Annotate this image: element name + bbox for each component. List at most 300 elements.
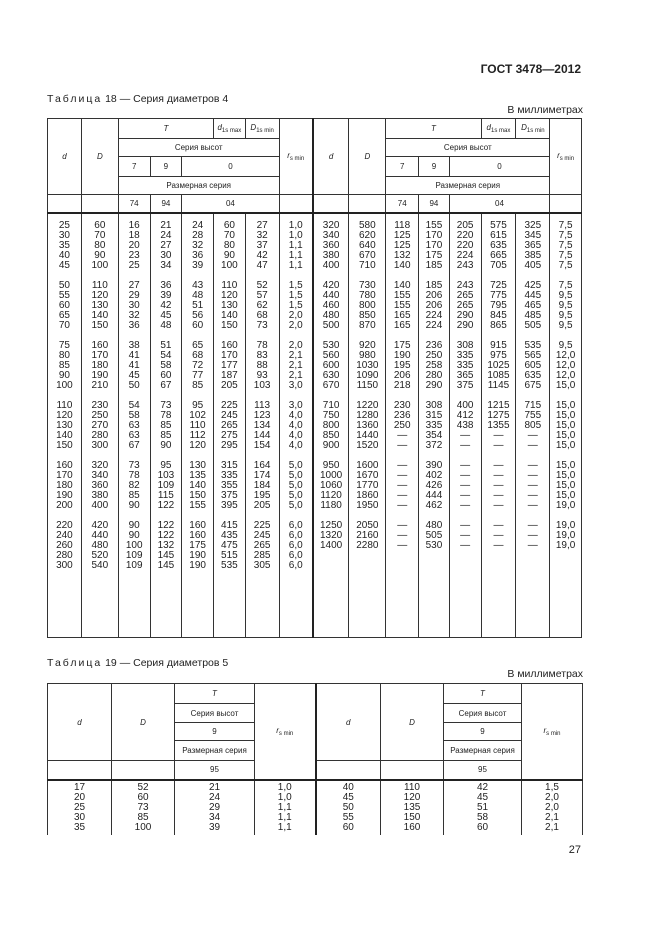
table-cell: 90 (223, 249, 235, 261)
table-cell: 140 (221, 309, 238, 321)
table-cell: 63 (128, 419, 140, 431)
header-spacer (279, 195, 313, 213)
table-cell: 60 (58, 299, 70, 311)
table-cell: 15,0 (555, 479, 576, 491)
table-cell: 155 (393, 289, 411, 301)
table-cell: 630 (322, 369, 340, 381)
group-gap (482, 391, 516, 401)
table-cell: 335 (456, 359, 474, 371)
table-cell: 920 (358, 339, 376, 351)
table-cell: 115 (157, 489, 174, 501)
group-gap (82, 391, 118, 401)
table-cell: 45 (58, 259, 70, 271)
group-gap (82, 511, 118, 521)
table-cell: 7,5 (558, 279, 573, 291)
table-cell: 170 (425, 229, 443, 241)
table-cell: 530 (425, 539, 443, 551)
table-cell: 420 (91, 519, 109, 531)
table-cell: — (493, 539, 504, 551)
table-cell: 640 (358, 239, 376, 251)
table-cell: 340 (91, 469, 109, 481)
table-cell: 36 (192, 249, 204, 261)
table-cell: 12,0 (555, 359, 576, 371)
group-gap (349, 451, 385, 461)
table-cell: 78 (160, 409, 172, 421)
table-cell: 160 (91, 339, 109, 351)
size-04-right: 04 (449, 195, 549, 213)
t19-col-D: D (112, 684, 175, 761)
table-cell: 305 (253, 559, 271, 571)
table-cell: 180 (91, 359, 109, 371)
table-cell: 1440 (356, 429, 379, 441)
table-cell: 17 (73, 781, 86, 793)
table-cell: 42 (256, 249, 268, 261)
table-cell: 9,5 (558, 339, 573, 351)
t19-col-d: d (48, 684, 112, 761)
group-gap (119, 271, 150, 281)
table-cell: 372 (425, 439, 443, 451)
group-gap (516, 271, 549, 281)
table-cell: 505 (524, 319, 542, 331)
table-cell: 220 (456, 239, 474, 251)
group-gap (82, 451, 118, 461)
table-cell: 123 (253, 409, 271, 421)
group-gap (214, 391, 245, 401)
table-cell: 35 (73, 821, 86, 833)
table-cell: 125 (393, 239, 411, 251)
body-column (150, 213, 182, 638)
table-cell: 45 (476, 791, 489, 803)
table-cell: 360 (322, 239, 340, 251)
table-cell: 365 (456, 369, 474, 381)
group-gap (386, 451, 418, 461)
table-cell: 120 (91, 289, 109, 301)
table-cell: 164 (253, 459, 271, 471)
table-cell: 335 (456, 349, 474, 361)
table-cell: 365 (524, 239, 542, 251)
size-74: 74 (118, 195, 150, 213)
table-cell: 405 (524, 259, 542, 271)
table-cell: 80 (94, 239, 106, 251)
table-cell: 25 (58, 219, 70, 231)
table-cell: 170 (56, 469, 73, 481)
table-cell: 9,5 (558, 309, 573, 321)
table-cell: 775 (490, 289, 507, 301)
table-cell: 6,0 (288, 539, 303, 551)
group-gap (246, 391, 279, 401)
table-cell: 30 (58, 229, 70, 241)
table-cell: 52 (256, 279, 268, 291)
table-cell: 1,1 (277, 811, 292, 823)
body-column (419, 213, 450, 638)
table-cell: 1280 (356, 409, 379, 421)
table-cell: 15,0 (555, 469, 576, 481)
body-column (279, 213, 313, 638)
table-cell: 1,1 (277, 821, 292, 833)
table-cell: 1,0 (277, 791, 292, 803)
header-spacer (313, 195, 349, 213)
table-cell: 1085 (487, 369, 510, 381)
table-cell: 845 (490, 309, 507, 321)
table-cell: — (527, 499, 538, 511)
table-cell: 1025 (487, 359, 510, 371)
table-cell: 110 (189, 419, 206, 431)
table-cell: 1,5 (545, 781, 559, 793)
table-cell: 32 (192, 239, 204, 251)
table-cell: 58 (128, 409, 140, 421)
table-cell: 27 (160, 239, 172, 251)
table-cell: 145 (157, 559, 175, 571)
table-cell: 265 (253, 539, 271, 551)
group-gap (314, 331, 348, 341)
group-gap (550, 451, 581, 461)
table-cell: 118 (394, 219, 411, 231)
table-cell: 88 (256, 359, 268, 371)
table-cell: 36 (160, 279, 172, 291)
size-94: 94 (150, 195, 182, 213)
table-cell: 220 (456, 229, 474, 241)
table-cell: 130 (56, 419, 73, 431)
table-cell: 438 (456, 419, 474, 431)
table-cell: 135 (189, 469, 206, 481)
table-cell: 258 (425, 359, 443, 371)
table-cell: 15,0 (555, 409, 576, 421)
table-cell: 67 (160, 379, 172, 391)
height-series-label: Серия высот (118, 139, 279, 157)
body-column (444, 780, 522, 835)
table-cell: 380 (322, 249, 340, 261)
table-cell: 7,5 (558, 229, 573, 241)
table-cell: 400 (322, 259, 340, 271)
table-cell: 160 (189, 529, 206, 541)
table-cell: 45 (160, 309, 172, 321)
table-cell: 236 (425, 339, 443, 351)
table-cell: 15,0 (555, 489, 576, 501)
group-gap (450, 511, 481, 521)
table-cell: 29 (208, 801, 221, 813)
table-cell: 75 (58, 339, 70, 351)
table-cell: 51 (192, 299, 204, 311)
table-cell: 51 (160, 339, 172, 351)
table-cell: 122 (157, 529, 175, 541)
table-cell: 155 (189, 499, 206, 511)
table-cell: 480 (425, 519, 443, 531)
header-spacer (81, 195, 118, 213)
col-D1-right: $D_{1s min}$ (516, 119, 550, 139)
table-cell: 375 (456, 379, 474, 391)
table-cell: 705 (490, 259, 507, 271)
table-cell: 300 (91, 439, 109, 451)
body-column (255, 780, 316, 835)
group-gap (151, 271, 182, 281)
table-cell: 1600 (356, 459, 379, 471)
table-cell: 150 (403, 811, 421, 823)
group-gap (450, 451, 481, 461)
table-cell: 165 (393, 309, 411, 321)
table-cell: 440 (322, 289, 340, 301)
table-cell: 4,0 (288, 409, 303, 421)
height-9-right: 9 (419, 157, 450, 177)
table-cell: 1360 (356, 419, 379, 431)
table-cell: 190 (189, 559, 206, 571)
table-cell: — (527, 529, 538, 541)
table-cell: 300 (56, 559, 73, 571)
table-cell: 5,0 (288, 479, 303, 491)
table-cell: 480 (322, 309, 340, 321)
t19-col-T: T (175, 684, 255, 704)
table-cell: 90 (128, 529, 140, 541)
table-cell: 39 (160, 289, 172, 301)
table-cell: 635 (490, 239, 507, 251)
body-column (245, 213, 279, 638)
header-spacer (349, 195, 386, 213)
table-cell: 205 (221, 379, 238, 391)
table-cell: — (527, 519, 538, 531)
table-cell: 260 (56, 539, 73, 551)
table-cell: 980 (358, 349, 376, 361)
group-gap (119, 331, 150, 341)
table-cell: 620 (358, 229, 376, 241)
table-cell: 55 (58, 289, 70, 301)
table-cell: 21 (208, 781, 221, 793)
group-gap (280, 511, 312, 521)
table-cell: — (527, 479, 538, 491)
table-cell: 725 (490, 279, 507, 291)
table-cell: 420 (322, 279, 340, 291)
table-cell: — (527, 489, 538, 501)
group-gap (516, 391, 549, 401)
table-cell: 800 (358, 299, 376, 311)
table-cell: 40 (342, 781, 354, 793)
table-cell: 412 (456, 409, 474, 421)
table-cell: 165 (393, 319, 411, 331)
table-cell: 58 (476, 811, 489, 823)
table-cell: 24 (160, 229, 172, 241)
table-cell: 34 (160, 259, 172, 271)
table-cell: 530 (322, 339, 340, 351)
body-column (48, 213, 82, 638)
table-cell: 320 (322, 219, 340, 231)
col-D-right: D (349, 119, 386, 195)
table-cell: 68 (256, 309, 268, 321)
table-cell: 185 (425, 259, 443, 271)
table-cell: 6,0 (288, 529, 303, 541)
table-cell: 1400 (319, 539, 343, 551)
table-cell: 206 (425, 289, 443, 301)
table-cell: 90 (128, 499, 140, 511)
table-cell: 1150 (356, 379, 379, 391)
t19-height-series-right: Серия высот (444, 704, 522, 723)
table-cell: 60 (342, 821, 354, 833)
table-cell: 82 (128, 479, 140, 491)
table-cell: 6,0 (288, 519, 303, 531)
table-cell: 85 (58, 359, 70, 371)
table-cell: 170 (221, 349, 238, 361)
body-column (182, 213, 214, 638)
size-series-label-right: Размерная серия (386, 177, 550, 195)
table-cell: 73 (256, 319, 268, 331)
t19-height-series: Серия высот (175, 704, 255, 723)
table-cell: 41 (128, 359, 140, 371)
table-cell: 19,0 (555, 539, 576, 551)
table-cell: 190 (393, 349, 411, 361)
height-0: 0 (182, 157, 279, 177)
table-cell: 710 (358, 259, 376, 271)
table-cell: 73 (160, 399, 172, 411)
group-gap (182, 451, 213, 461)
table-cell: 30 (160, 249, 172, 261)
t19-col-D-right: D (381, 684, 444, 761)
table-cell: 125 (393, 229, 411, 241)
table-cell: 900 (322, 439, 340, 451)
table-cell: 50 (342, 801, 354, 813)
table-cell: 1520 (356, 439, 379, 451)
table-cell: 540 (91, 559, 109, 571)
table-cell: 103 (157, 469, 175, 481)
table-cell: 290 (425, 379, 443, 391)
body-column (118, 213, 150, 638)
group-gap (280, 271, 312, 281)
table-cell: 155 (393, 299, 411, 311)
table-cell: 515 (221, 549, 238, 561)
group-gap (550, 511, 581, 521)
size-04: 04 (182, 195, 279, 213)
group-gap (246, 451, 279, 461)
table-cell: 187 (221, 369, 238, 381)
table-cell: 280 (91, 429, 109, 441)
table-cell: 90 (160, 439, 172, 451)
table-cell: 280 (425, 369, 443, 381)
table-cell: 5,0 (288, 459, 303, 471)
table-cell: 132 (157, 539, 175, 551)
table-cell: 670 (322, 379, 340, 391)
group-gap (419, 331, 449, 341)
table-cell: 130 (189, 459, 206, 471)
group-gap (516, 451, 549, 461)
table-cell: 5,0 (288, 499, 303, 511)
table-cell: 1,5 (288, 299, 303, 311)
table-cell: 280 (56, 549, 73, 561)
table-cell: 1275 (487, 409, 510, 421)
table-cell: 308 (456, 339, 474, 351)
table-cell: — (460, 429, 471, 441)
col-T: T (118, 119, 213, 139)
table-cell: 15,0 (555, 459, 576, 471)
table-cell: 48 (192, 289, 204, 301)
group-gap (349, 271, 385, 281)
group-gap (419, 451, 449, 461)
table-cell: 140 (91, 309, 109, 321)
table-cell: 340 (322, 229, 340, 241)
table-cell: 45 (342, 791, 354, 803)
col-d1: $d_{1s max}$ (214, 119, 246, 139)
body-column (481, 213, 516, 638)
table-cell: 200 (56, 499, 73, 511)
table-cell: 505 (425, 529, 443, 541)
standard-header: ГОСТ 3478—2012 (480, 62, 581, 76)
group-gap (182, 271, 213, 281)
table-cell: 1030 (356, 359, 379, 371)
group-gap (349, 391, 385, 401)
table-cell: 38 (128, 339, 140, 351)
table-cell: 7,5 (558, 249, 573, 261)
group-gap (550, 271, 581, 281)
group-gap (182, 391, 213, 401)
table-cell: 50 (58, 279, 70, 291)
table-cell: 195 (253, 489, 271, 501)
table-cell: 230 (393, 399, 411, 411)
group-gap (246, 331, 279, 341)
table-cell: 100 (221, 259, 238, 271)
table-cell: 27 (256, 219, 268, 231)
group-gap (280, 331, 312, 341)
col-rs-right: $r_{s min}$ (550, 119, 582, 195)
table-cell: 270 (91, 419, 109, 431)
table-cell: 175 (189, 539, 206, 551)
table-cell: 295 (221, 439, 238, 451)
table-cell: 174 (253, 469, 271, 481)
table-cell: 85 (160, 419, 172, 431)
table-cell: 2,1 (545, 811, 559, 823)
table-cell: 1320 (319, 529, 343, 541)
table-cell: 58 (160, 359, 172, 371)
table-cell: 415 (221, 519, 238, 531)
header-spacer (48, 195, 82, 213)
table-cell: 4,0 (288, 419, 303, 431)
table-cell: 224 (425, 319, 443, 331)
table-cell: 615 (490, 229, 507, 241)
table-cell: 140 (393, 279, 411, 291)
table-cell: 5,0 (288, 489, 303, 501)
table-cell: 715 (524, 399, 542, 411)
table-cell: 710 (322, 399, 340, 411)
group-gap (214, 331, 245, 341)
table-cell: 210 (91, 379, 109, 391)
table-cell: 95 (160, 459, 172, 471)
body-column (550, 213, 582, 638)
table-cell: 185 (425, 279, 443, 291)
body-column (522, 780, 583, 835)
table-cell: 250 (393, 419, 411, 431)
table-cell: 225 (253, 519, 271, 531)
table-cell: 565 (524, 349, 542, 361)
group-gap (349, 331, 385, 341)
table-cell: 57 (256, 289, 268, 301)
group-gap (314, 511, 348, 521)
table-cell: — (460, 489, 471, 501)
table-cell: 90 (94, 249, 106, 261)
table-cell: 184 (253, 479, 271, 491)
table-cell: 780 (358, 289, 376, 301)
table-cell: 870 (358, 319, 376, 331)
group-gap (214, 271, 245, 281)
table-cell: 60 (137, 791, 149, 803)
group-gap (48, 511, 81, 521)
table-cell: 83 (256, 349, 268, 361)
table-cell: 60 (192, 319, 204, 331)
table-cell: 520 (91, 549, 109, 561)
table-cell: 1,5 (288, 279, 303, 291)
group-gap (450, 391, 481, 401)
table-cell: 7,5 (558, 239, 573, 251)
table-cell: 55 (342, 811, 354, 823)
table-cell: 1180 (320, 499, 342, 511)
table-cell: 2,0 (288, 309, 303, 321)
table-cell: 390 (425, 459, 443, 471)
table-cell: 100 (91, 259, 109, 271)
col-d1-right: $d_{1s max}$ (481, 119, 516, 139)
t19-col-d-right: d (316, 684, 381, 761)
